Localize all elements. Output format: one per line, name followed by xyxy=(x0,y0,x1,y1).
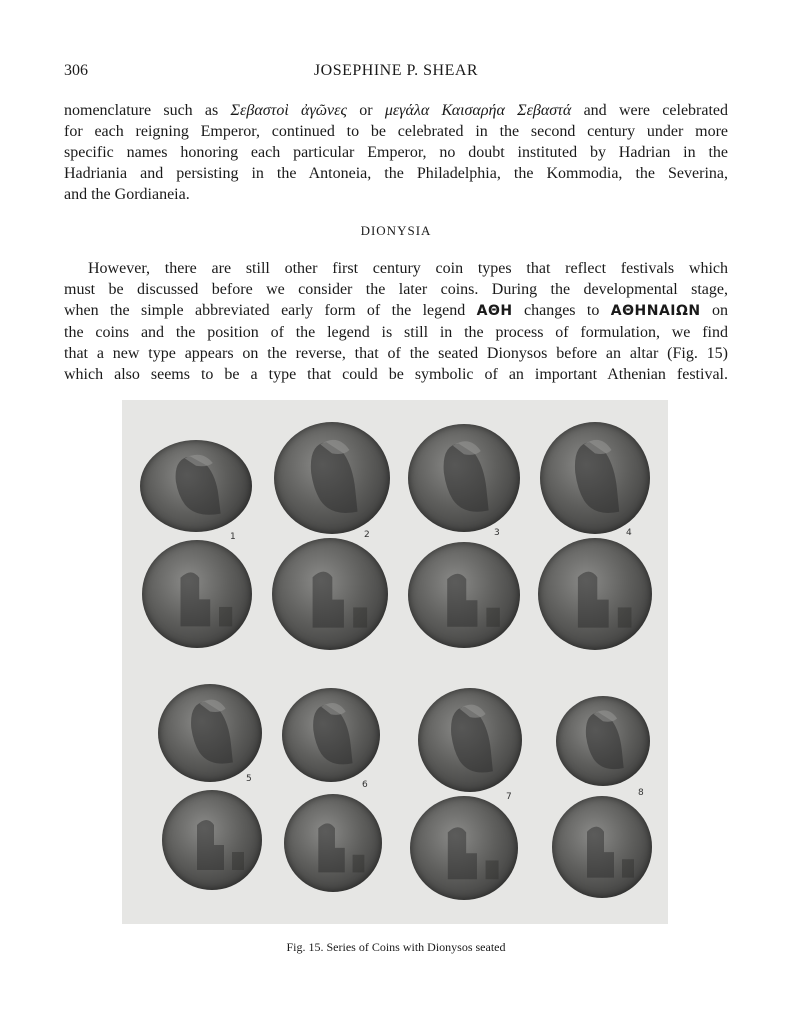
greek-phrase: μεγάλα Καισαρήα Σεβαστά xyxy=(384,102,572,119)
coin-number-2: 2 xyxy=(364,530,370,540)
coin-reverse-1 xyxy=(142,540,252,648)
text-span: and were celebrated xyxy=(571,102,729,119)
page-header xyxy=(64,62,728,86)
coin-obverse-1 xyxy=(140,440,252,532)
running-head: JOSEPHINE P. SHEAR xyxy=(313,62,479,79)
text-line: which also seems to be a type that could be symbolic of an important Athenian festival. xyxy=(64,366,728,383)
coin-number-1: 1 xyxy=(230,532,236,542)
text-line: Hadriania and persisting in the Antoneia, the Philadelphia, the Kommodia, the Severina, xyxy=(64,165,728,182)
page-number: 306 xyxy=(64,62,88,79)
coin-number-7: 7 xyxy=(506,792,512,802)
text-line: However, there are still other first century coin types that reflect festivals which xyxy=(88,260,728,277)
text-line: specific names honoring each particular Emperor, no doubt instituted by Hadrian in the xyxy=(64,144,728,161)
coin-obverse-6 xyxy=(282,688,380,782)
coin-obverse-7 xyxy=(418,688,522,792)
figure-caption: Fig. 15. Series of Coins with Dionysos seated xyxy=(286,940,506,954)
coin-reverse-8 xyxy=(552,796,652,898)
coin-obverse-8 xyxy=(556,696,650,786)
coin-number-8: 8 xyxy=(638,788,644,798)
legend-text: ΑΘΗ xyxy=(476,303,513,319)
text-line: for each reigning Emperor, continued to be celebrated in the second century under more xyxy=(64,123,728,140)
text-line: that a new type appears on the reverse, that of the seated Dionysos before an altar (Fig. 15) xyxy=(64,345,728,362)
paragraph-nomenclature xyxy=(64,100,728,205)
coin-reverse-6 xyxy=(284,794,382,892)
text-line: must be discussed before we consider the later coins. During the developmental stage, xyxy=(64,281,728,298)
coin-obverse-4 xyxy=(540,422,650,534)
text-span: changes to xyxy=(512,302,611,319)
text-span: when the simple abbreviated early form of the legend xyxy=(64,302,477,319)
coin-obverse-2 xyxy=(274,422,390,534)
coin-reverse-4 xyxy=(538,538,652,650)
coin-number-6: 6 xyxy=(362,780,368,790)
text-line: the coins and the position of the legend is still in the process of formulation, we find xyxy=(64,324,728,341)
coin-reverse-2 xyxy=(272,538,388,650)
coin-plate-figure xyxy=(122,400,668,924)
coin-obverse-3 xyxy=(408,424,520,532)
coin-reverse-7 xyxy=(410,796,518,900)
paragraph-dionysia xyxy=(64,258,728,385)
text-span: on xyxy=(700,302,729,319)
text-line: and the Gordianeia. xyxy=(64,186,190,203)
text-span: or xyxy=(346,102,385,119)
coin-reverse-3 xyxy=(408,542,520,648)
coin-obverse-5 xyxy=(158,684,262,782)
section-heading: DIONYSIA xyxy=(360,223,432,238)
coin-number-4: 4 xyxy=(626,528,632,538)
legend-text: ΑΘΗΝΑΙΩΝ xyxy=(610,303,701,319)
text-line xyxy=(64,100,728,121)
coin-number-5: 5 xyxy=(246,774,252,784)
greek-phrase: Σεβαστοὶ ἀγῶνες xyxy=(230,102,347,119)
text-line xyxy=(64,300,728,322)
coin-number-3: 3 xyxy=(494,528,500,538)
coin-reverse-5 xyxy=(162,790,262,890)
text-span: nomenclature such as xyxy=(64,102,231,119)
